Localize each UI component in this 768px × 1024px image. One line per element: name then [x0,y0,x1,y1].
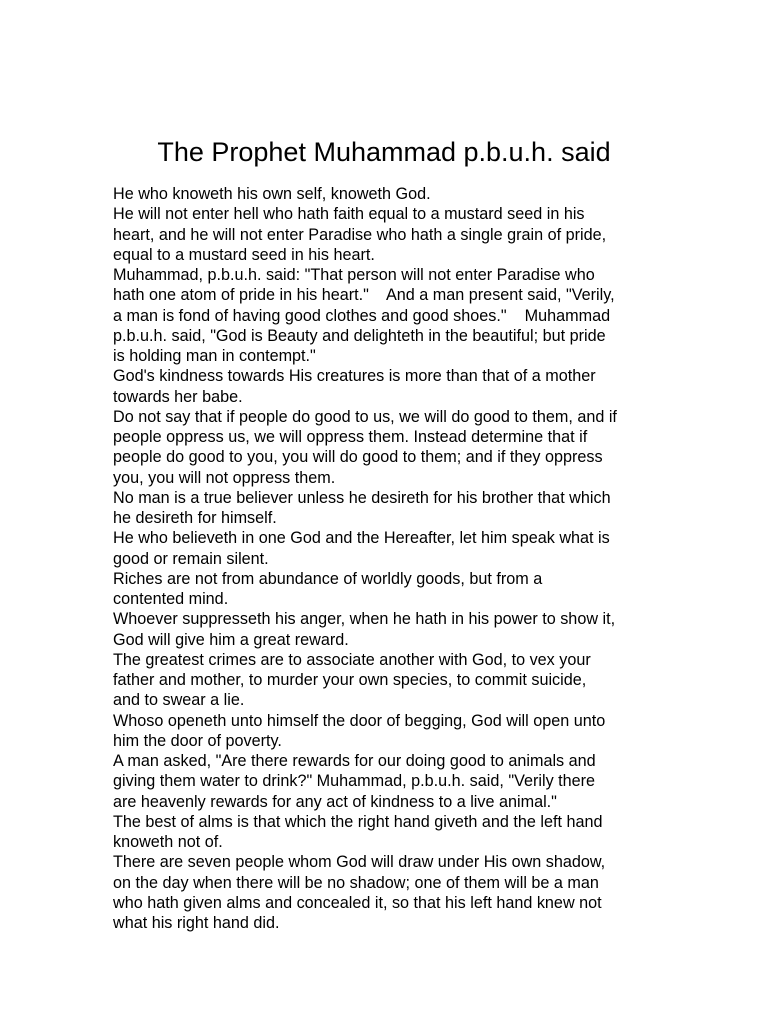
text-line: Whoso openeth unto himself the door of begging, God will open unto [113,711,606,730]
text-line: him the door of poverty. [113,731,282,750]
text-line: what his right hand did. [113,914,280,932]
text-line: He who knoweth his own self, knoweth God. [113,185,431,203]
text-line: No man is a true believer unless he desireth for his brother that which [113,488,611,507]
text-line: a man is fond of having good clothes and good shoes." Muhammad [113,306,611,325]
text-line: he desireth for himself. [113,509,277,527]
text-line: towards her babe. [113,387,243,406]
text-line: He will not enter hell who hath faith equal to a mustard seed in his [113,205,585,224]
text-line: and to swear a lie. [113,691,245,710]
text-line: on the day when there will be no shadow; one of them will be a man [113,873,599,892]
text-line: God will give him a great reward. [113,630,349,649]
text-line: father and mother, to murder your own species, to commit suicide, [113,671,587,689]
text-line: contented mind. [113,590,229,608]
text-line: you, you will not oppress them. [113,468,336,487]
text-line: good or remain silent. [113,549,269,568]
text-line: He who believeth in one God and the Hereafter, let him speak what is [113,529,610,548]
page-title: The Prophet Muhammad p.b.u.h. said [157,137,611,167]
text-line: The best of alms is that which the right hand giveth and the left hand [113,812,603,831]
text-line: There are seven people whom God will draw under His own shadow, [113,853,606,872]
text-line: A man asked, "Are there rewards for our doing good to animals and [113,752,596,770]
text-line: who hath given alms and concealed it, so that his left hand knew not [113,893,602,912]
text-line: Whoever suppresseth his anger, when he hath in his power to show it, [113,610,616,629]
text-line: equal to a mustard seed in his heart. [113,245,375,264]
text-line: Do not say that if people do good to us, we will do good to them, and if [113,407,617,426]
text-line: Riches are not from abundance of worldly goods, but from a [113,569,543,588]
text-line: hath one atom of pride in his heart." And a man present said, "Verily, [113,286,615,305]
text-line: heart, and he will not enter Paradise who hath a single grain of pride, [113,225,607,244]
text-line: knoweth not of. [113,833,223,851]
text-line: giving them water to drink?" Muhammad, p.b.u.h. said, "Verily there [113,772,596,791]
text-line: Muhammad, p.b.u.h. said: "That person will not enter Paradise who [113,266,595,284]
text-line: is holding man in contempt." [113,347,316,365]
text-line: people oppress us, we will oppress them. Instead determine that if [113,428,588,446]
text-line: God's kindness towards His creatures is more than that of a mother [113,367,596,386]
text-line: The greatest crimes are to associate another with God, to vex your [113,650,591,669]
document-body [113,184,693,933]
text-line: people do good to you, you will do good to them; and if they oppress [113,448,603,467]
text-line: p.b.u.h. said, "God is Beauty and delighteth in the beautiful; but pride [113,326,606,345]
text-line: are heavenly rewards for any act of kindness to a live animal." [113,792,557,811]
